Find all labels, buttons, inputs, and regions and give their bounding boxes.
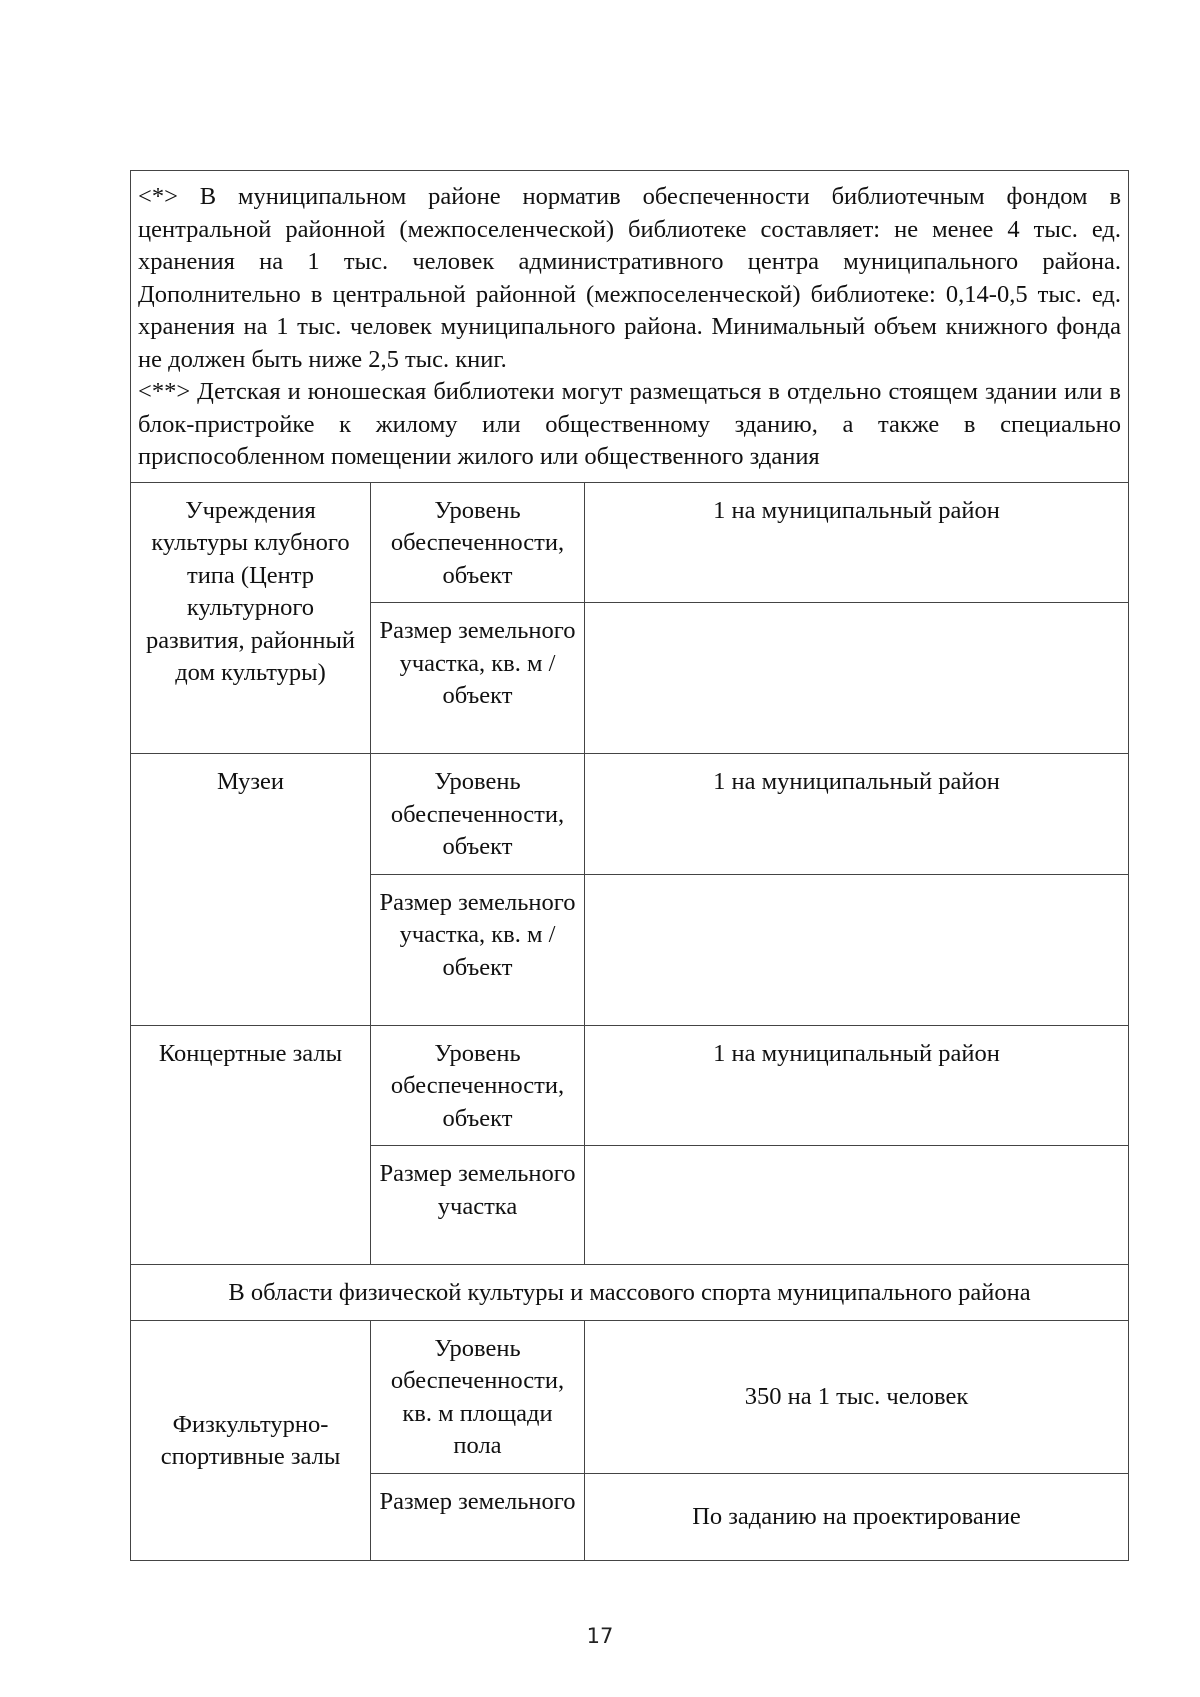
table-row xyxy=(131,1320,1129,1473)
level-value: 1 на муниципальный район xyxy=(585,1025,1129,1146)
level-label: Уровень обеспеченности, объект xyxy=(371,1025,585,1146)
note-double-star: <**> Детская и юношеская библиотеки могут размещаться в отдельно стоящем здании или в блок-пристройке к жилому или общественному зданию, а также в специально приспособленном помещении жилого или общественного здания xyxy=(138,378,1122,470)
area-value xyxy=(585,1146,1129,1265)
area-value xyxy=(585,603,1129,754)
area-value xyxy=(585,874,1129,1025)
norms-table xyxy=(130,170,1129,1561)
facility-name-concert: Концертные залы xyxy=(131,1025,371,1265)
note-single-star: <*> В муниципальном районе норматив обеспеченности библиотечным фондом в центральной районной (межпоселенческой) библиотеке составляет: не менее 4 тыс. ед. хранения на 1 тыс. человек административного центра муниципального района. Дополнительно в центральной районной (межпоселенческой) библиотеке: 0,14-0,5 тыс. ед. хранения на 1 тыс. человек муниципального района. Минимальный объем книжного фонда не должен быть ниже 2,5 тыс. книг. xyxy=(138,183,1122,373)
facility-name-club: Учреждения культуры клубного типа (Центр культурного развития, районный дом культуры) xyxy=(131,482,371,754)
page-number: 17 xyxy=(586,1624,614,1648)
level-label: Уровень обеспеченности, объект xyxy=(371,482,585,603)
area-value: По заданию на проектирование xyxy=(585,1473,1129,1560)
level-value: 350 на 1 тыс. человек xyxy=(585,1320,1129,1473)
notes-cell xyxy=(131,171,1129,483)
section-row xyxy=(131,1265,1129,1321)
table-row xyxy=(131,482,1129,603)
section-heading: В области физической культуры и массового спорта муниципального района xyxy=(131,1265,1129,1321)
notes-row xyxy=(131,171,1129,483)
area-label: Размер земельного участка xyxy=(371,1146,585,1265)
level-value: 1 на муниципальный район xyxy=(585,482,1129,603)
level-label: Уровень обеспеченности, кв. м площади пола xyxy=(371,1320,585,1473)
level-value: 1 на муниципальный район xyxy=(585,754,1129,875)
area-label: Размер земельного участка, кв. м / объект xyxy=(371,874,585,1025)
facility-name-museums: Музеи xyxy=(131,754,371,1026)
level-label: Уровень обеспеченности, объект xyxy=(371,754,585,875)
area-label: Размер земельного участка, кв. м / объект xyxy=(371,603,585,754)
table-row xyxy=(131,1025,1129,1146)
table-row xyxy=(131,754,1129,875)
area-label: Размер земельного xyxy=(371,1473,585,1560)
facility-name-gyms: Физкультурно-спортивные залы xyxy=(131,1320,371,1560)
